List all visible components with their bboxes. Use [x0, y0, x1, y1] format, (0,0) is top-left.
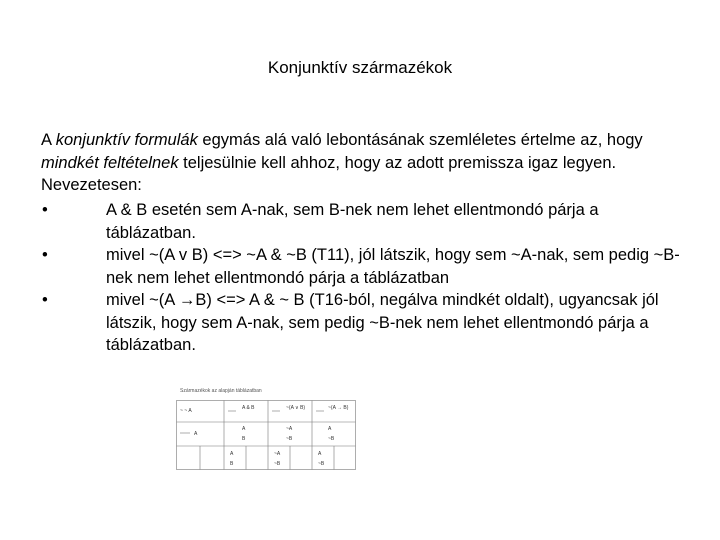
page-title: Konjunktív származékok [267, 58, 453, 77]
intro-emphasis-1: konjunktív formulák [55, 131, 198, 149]
bottom-row-cell: ~A [274, 451, 281, 457]
bullet-list [41, 199, 691, 357]
intro-text-2: egymás alá való lebontásának szemléletes értelme az, hogy [197, 131, 643, 149]
bottom-row-cell: A [230, 451, 234, 457]
bullet-marker: • [42, 246, 48, 264]
left-cell: ~ ~ A [180, 408, 192, 414]
header-cell: ~(A → B) [328, 405, 349, 411]
bullet-text: mivel ~(A →B) <=> A & ~ B (T16-ból, negálva mindkét oldalt), ugyancsak jól látszik, hogy sem A-nak, sem pedig ~B-nek nem lehet ellentmondó párja a táblázatban. [106, 291, 659, 354]
top-row-cell: ~A [286, 426, 293, 432]
top-row-cell: B [242, 436, 246, 442]
derivation-table-figure [176, 388, 356, 472]
figure-caption: Származékok az alapján táblázatban [180, 388, 262, 394]
derivation-table [176, 400, 356, 470]
bullet-marker: • [42, 201, 48, 219]
bullet-text: A & B esetén sem A-nak, sem B-nek nem lehet ellentmondó párja a táblázatban. [106, 201, 599, 242]
bullet-item [41, 244, 691, 289]
left-cell: A [194, 431, 198, 437]
bottom-row-cell: B [230, 461, 234, 467]
bullet-item [41, 199, 691, 244]
top-row-cell: A [328, 426, 332, 432]
top-row-cell: ~B [328, 436, 335, 442]
bullet-marker: • [42, 291, 48, 309]
bullet-item [41, 289, 691, 357]
intro-emphasis-2: mindkét feltételnek [41, 153, 179, 172]
intro-paragraph [41, 129, 691, 197]
header-cell: ~(A ∨ B) [286, 405, 306, 411]
bottom-row-cell: ~B [318, 461, 325, 467]
bottom-row-cell: A [318, 451, 322, 457]
top-row-cell: A [242, 426, 246, 432]
header-cell: A & B [242, 405, 255, 411]
top-row-cell: ~B [286, 436, 293, 442]
intro-text-1: A [41, 131, 56, 149]
bottom-row-cell: ~B [274, 461, 281, 467]
bullet-text: mivel ~(A v B) <=> ~A & ~B (T11), jól látszik, hogy sem ~A-nak, sem pedig ~B-nek nem lehet ellentmondó párja a táblázatban [106, 246, 680, 287]
intro-text-3: teljesülnie kell ahhoz, hogy az adott premissza igaz legyen. Nevezetesen: [41, 153, 617, 194]
